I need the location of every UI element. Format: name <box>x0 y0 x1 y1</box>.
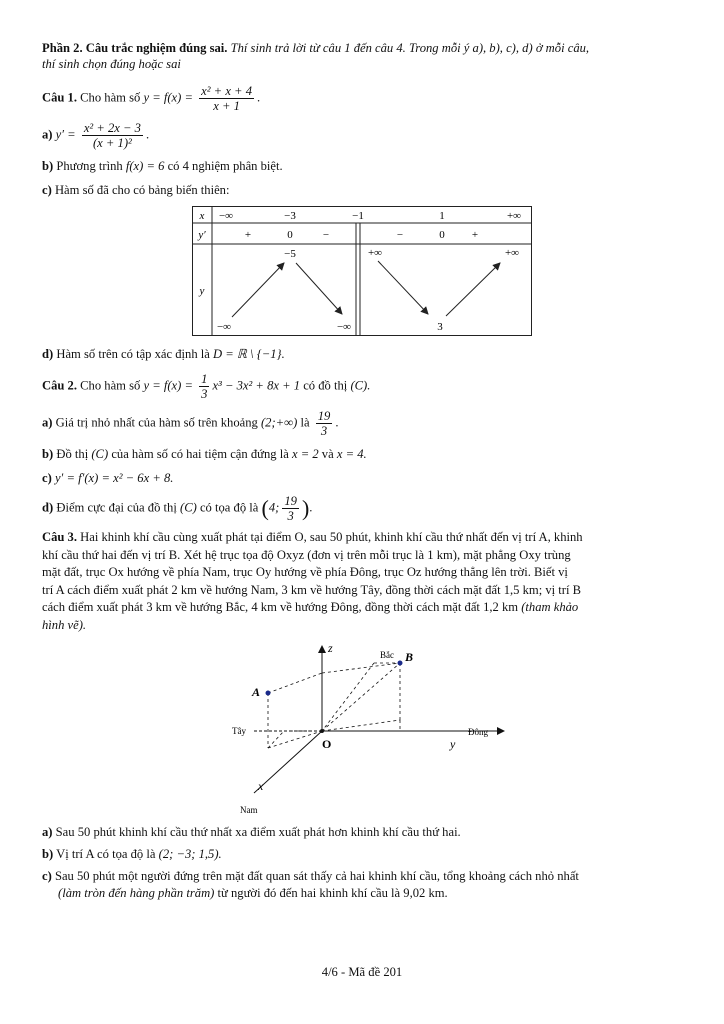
q2-d: d) Điểm cực đại của đồ thị (C) có tọa độ là (4; $\frac{19}{3}$ ). <box>42 494 313 523</box>
q2-d-label: d) <box>42 500 54 515</box>
x-axis <box>254 731 322 793</box>
yp-val: + <box>244 229 252 241</box>
q2-frac-num: 1 <box>201 372 208 386</box>
y-val: −∞ <box>216 321 232 333</box>
label-nam: Nam <box>240 805 258 815</box>
q3-line1: Hai khinh khí cầu cùng xuất phát tại điểm O, sau 50 phút, khinh khí cầu thứ nhất đến vị trí A, khinh <box>80 530 583 544</box>
q2-tail: có đồ thị <box>303 378 348 393</box>
q2-a-num: 19 <box>317 409 331 423</box>
x-val: +∞ <box>506 210 522 222</box>
x-val: −1 <box>352 210 364 222</box>
q2-d-text1: Điểm cực đại của đồ thị <box>56 500 177 515</box>
label-a: A <box>252 685 261 699</box>
q3-c-line1: Sau 50 phút một người đứng trên mặt đất quan sát thấy cả hai khinh khí cầu, tổng khoảng cách nhỏ nhất <box>54 869 579 883</box>
label-bac: Bắc <box>380 650 394 660</box>
q1-d-text: Hàm số trên có tập xác định là <box>56 347 210 361</box>
q1-a: a) y′ = $\frac{\text{x² + 2x − 3}}{\text{(x + 1)²}}$ . <box>42 121 150 150</box>
q2-frac-den: 3 <box>201 387 208 401</box>
question-1: Câu 1. Cho hàm số y = f(x) = $\frac{\text{x² + x + 4}}{x + 1}$ . <box>42 84 261 113</box>
q2-d-num: 19 <box>284 494 297 508</box>
q1-a-fraction <box>82 121 143 150</box>
x-val: −∞ <box>218 210 234 222</box>
yp-val: − <box>322 229 330 241</box>
q3-c-italic: (làm tròn đến hàng phần trăm) <box>58 886 215 900</box>
q3-c <box>42 868 682 902</box>
y-val: −5 <box>284 248 296 260</box>
q3-b-text: Vị trí A có tọa độ là <box>56 847 156 861</box>
q2-a-label: a) <box>42 415 53 430</box>
q3-a <box>42 824 682 840</box>
q3-line3: mặt đất, trục Ox hướng về phía Nam, trục Oy hướng về phía Đông, trục Oz hướng thẳng lên trời. Biết vị <box>42 565 568 579</box>
part2-instruction: Thí sinh trả lời từ câu 1 đến câu 4. Trong mỗi ý a), b), c), d) ở mỗi câu, <box>230 41 590 55</box>
q2-b-label: b) <box>42 447 54 461</box>
q1-b-tail: có 4 nghiệm phân biệt. <box>167 159 283 173</box>
part2-title: Phần 2. Câu trắc nghiệm đúng sai. <box>42 41 228 55</box>
q3-a-text: Sau 50 phút khinh khí cầu thứ nhất xa điểm xuất phát hơn khinh khí cầu thứ hai. <box>55 825 461 839</box>
y-val: +∞ <box>504 247 520 259</box>
q2-a-text: Giá trị nhỏ nhất của hàm số trên khoảng <box>55 415 258 430</box>
q1-a-num: x² + 2x − 3 <box>83 121 141 135</box>
q1-c-label: c) <box>42 183 52 197</box>
yp-val: 0 <box>439 229 445 241</box>
q2-lhs: y = f(x) = <box>143 378 193 393</box>
q2-b-and: và <box>321 447 334 461</box>
q1-d-math: D = ℝ \ {−1}. <box>213 347 285 361</box>
q2-fraction <box>199 372 209 401</box>
q2-b-text1: Đồ thị <box>56 447 89 461</box>
q1-num: x² + x + 4 <box>201 84 252 98</box>
y-val: +∞ <box>367 247 383 259</box>
yp-val: + <box>471 229 479 241</box>
label-b: B <box>405 650 414 664</box>
q2-a: a) Giá trị nhỏ nhất của hàm số trên khoảng (2;+∞) là $\frac{19}{3}$ . <box>42 409 339 438</box>
x-val: 1 <box>439 210 445 222</box>
coordinate-figure <box>224 638 524 818</box>
label-dong: Đông <box>468 727 488 737</box>
point-a <box>266 691 271 696</box>
y-val: −∞ <box>336 321 352 333</box>
origin-point <box>320 729 324 733</box>
q1-den: x + 1 <box>213 99 240 113</box>
x-val: −3 <box>284 210 296 222</box>
page-footer: 4/6 - Mã đề 201 <box>321 965 403 979</box>
q1-d <box>42 346 682 362</box>
part2-instruction-2: thí sinh chọn đúng hoặc sai <box>42 57 181 71</box>
label-y: y <box>450 737 456 751</box>
point-b <box>398 661 403 666</box>
q3-c-label: c) <box>42 869 52 883</box>
q1-intro: Cho hàm số <box>80 90 141 105</box>
q2-d-curve: (C) <box>180 500 197 515</box>
variation-table <box>192 206 532 336</box>
q3-line6-italic: hình vẽ). <box>42 617 87 632</box>
q3-label: Câu 3. <box>42 530 77 544</box>
q2-a-is: là <box>300 415 310 430</box>
q2-d-fraction <box>282 494 299 523</box>
q3-line5-italic: (tham khảo <box>521 600 579 614</box>
label-z: z <box>328 641 333 655</box>
q2-b-curve: (C) <box>91 447 109 461</box>
page-content <box>42 40 682 902</box>
table-yp-label: y′ <box>198 229 206 241</box>
q1-b-label: b) <box>42 159 54 173</box>
q2-c-label: c) <box>42 471 52 485</box>
q1-b-math: f(x) = 6 <box>125 159 165 173</box>
table-x-label: x <box>199 210 205 222</box>
question-3 <box>42 529 682 634</box>
q3-line4: trí A cách điểm xuất phát 2 km về hướng Nam, 3 km về hướng Tây, đồng thời cách mặt đất 1,5 km; vị trí B <box>42 582 582 597</box>
q1-b <box>42 158 682 174</box>
q3-c-line2: từ người đó đến hai khinh khí cầu là 9,02 km. <box>217 886 448 900</box>
q2-label: Câu 2. <box>42 378 77 393</box>
q3-line2: khí cầu thứ hai đến vị trí B. Xét hệ trục tọa độ Oxyz (đơn vị trên mỗi trục là 1 km), mặt phẳng Oxy trùng <box>42 547 571 562</box>
q1-d-label: d) <box>42 347 54 361</box>
q3-b-label: b) <box>42 847 54 861</box>
q3-a-label: a) <box>42 825 53 839</box>
label-x: x <box>258 779 264 793</box>
yp-val: 0 <box>287 229 293 241</box>
part2-heading <box>42 40 682 56</box>
q1-c <box>42 182 682 198</box>
q2-b <box>42 446 682 462</box>
q1-fraction <box>199 84 254 113</box>
q2-d-den: 3 <box>287 509 294 523</box>
q2-c <box>42 470 682 486</box>
q1-a-lhs: y′ = <box>55 127 76 142</box>
q2-rest: x³ − 3x² + 8x + 1 <box>212 378 301 393</box>
q2-d-pre: 4; <box>268 500 280 515</box>
q1-lhs: y = f(x) = <box>143 90 193 105</box>
q2-a-interval: (2;+∞) <box>260 415 298 430</box>
q2-a-fraction <box>316 409 333 438</box>
q2-a-den: 3 <box>320 424 328 438</box>
table-y-label: y <box>199 285 205 297</box>
label-o: O <box>322 737 332 751</box>
q1-c-text: Hàm số đã cho có bảng biến thiên: <box>54 183 230 197</box>
q1-b-text: Phương trình <box>56 159 123 173</box>
q2-b-math2: x = 4. <box>336 447 367 461</box>
q2-b-text2: của hàm số có hai tiệm cận đứng là <box>111 447 289 461</box>
question-2 <box>42 372 682 401</box>
q1-a-den: (x + 1)² <box>92 136 132 150</box>
q3-line5: cách điểm xuất phát 3 km về hướng Bắc, 4 km về hướng Đông, đồng thời cách mặt đất 1,2 km <box>42 600 519 614</box>
y-val: 3 <box>437 321 443 333</box>
q1-a-label: a) <box>42 127 53 142</box>
q2-intro: Cho hàm số <box>80 378 141 393</box>
q3-b <box>42 846 682 862</box>
label-tay: Tây <box>232 726 246 736</box>
q3-b-math: (2; −3; 1,5). <box>158 847 222 861</box>
q2-c-math: y′ = f′(x) = x² − 6x + 8. <box>54 471 174 485</box>
q2-curve: (C). <box>350 378 371 393</box>
yp-val: − <box>396 229 404 241</box>
q1-label: Câu 1. <box>42 90 77 105</box>
q2-d-text2: có tọa độ là <box>199 500 259 515</box>
q2-b-math1: x = 2 <box>291 447 319 461</box>
